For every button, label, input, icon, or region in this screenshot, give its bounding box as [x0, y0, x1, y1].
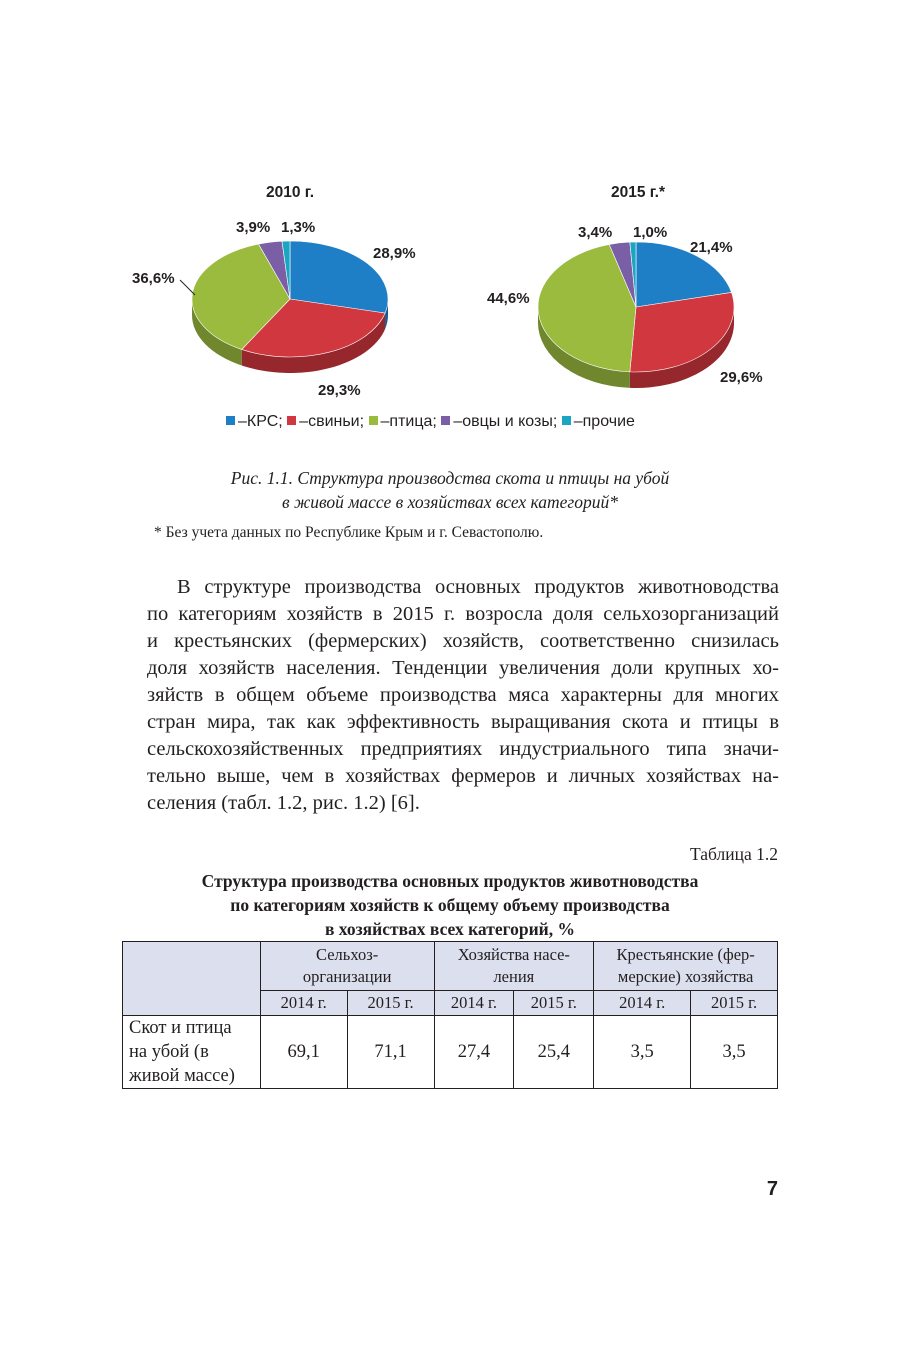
group-header-line: ления [493, 967, 535, 986]
data-table [122, 941, 778, 1089]
group-header-line: Хозяйства насе- [457, 945, 570, 964]
pie-2010-label-pigs: 29,3% [318, 382, 361, 399]
pie-2015-label-other: 1,0% [633, 224, 668, 241]
body-line: зяйств в общем объеме производства мяса характерны для многих [147, 684, 779, 706]
row-label-line: Скот и птица [129, 1018, 232, 1038]
table-header-row [123, 942, 778, 991]
body-line: сельскохозяйственных предприятиях индустриального типа значи- [147, 738, 779, 760]
body-line: по категориям хозяйств в 2015 г. возросла доля сельхозорганизаций [147, 603, 779, 625]
pie-2010-label-sheep: 3,9% [236, 219, 271, 236]
pie-2010-leader-poultry [180, 280, 195, 295]
table-title-line-3: в хозяйствах всех категорий, % [324, 919, 575, 939]
table-year-header: 2015 г. [514, 991, 594, 1016]
legend-swatch-poultry [369, 416, 378, 425]
body-line: тельно выше, чем в хозяйствах фермеров и личных хозяйствах на- [147, 765, 779, 787]
legend-swatch-krs [226, 416, 235, 425]
group-header-line: Крестьянские (фер- [616, 945, 755, 964]
pie-chart-2015 [538, 242, 734, 388]
table-year-header: 2015 г. [347, 991, 434, 1016]
legend-label-krs: –КРС; [238, 413, 283, 430]
group-header-line: Сельхоз- [316, 945, 379, 964]
table-title-line-1: Структура производства основных продуктов животноводства [201, 871, 699, 891]
figure-footnote: * Без учета данных по Республике Крым и г. Севастополю. [154, 524, 544, 541]
legend-label-poultry: –птица; [380, 413, 437, 430]
chart-2015-title: 2015 г.* [610, 184, 666, 201]
table-cell: 69,1 [260, 1016, 347, 1089]
table-cell: 3,5 [594, 1016, 691, 1089]
chart-2010-title: 2010 г. [266, 184, 314, 201]
pie-2015-label-krs: 21,4% [690, 239, 733, 256]
table-year-header: 2014 г. [594, 991, 691, 1016]
legend-item-poultry [369, 413, 437, 431]
table-group-header [594, 942, 778, 991]
table-year-header: 2015 г. [691, 991, 778, 1016]
chart-legend [226, 413, 635, 431]
table-cell: 27,4 [434, 1016, 514, 1089]
legend-item-other [562, 413, 635, 431]
table-group-header [260, 942, 434, 991]
body-line: В структуре производства основных продуктов животноводства [177, 576, 779, 598]
legend-swatch-other [562, 416, 571, 425]
group-header-line: мерские) хозяйства [617, 967, 754, 986]
table-title [0, 869, 900, 941]
table-corner-cell [123, 942, 261, 1016]
pie-chart-2010 [192, 241, 388, 373]
table-cell: 3,5 [691, 1016, 778, 1089]
legend-label-sheep: –овцы и козы; [453, 413, 558, 430]
figure-caption-line-1: Рис. 1.1. Структура производства скота и птицы на убой [230, 468, 670, 488]
body-line: и крестьянских (фермерских) хозяйств, соответственно снизилась [147, 630, 779, 652]
table-row-label [123, 1016, 261, 1089]
legend-label-other: –прочие [573, 413, 635, 430]
table-cell: 71,1 [347, 1016, 434, 1089]
row-label-line: живой массе) [129, 1066, 235, 1086]
table-row [123, 1016, 778, 1089]
legend-swatch-sheep [441, 416, 450, 425]
body-line: селения (табл. 1.2, рис. 1.2) [6]. [147, 792, 420, 814]
legend-item-krs [226, 413, 283, 431]
legend-item-sheep [441, 413, 557, 431]
figure-caption-line-2: в живой массе в хозяйствах всех категорий* [282, 492, 618, 512]
table-group-header [434, 942, 594, 991]
pie-2015-label-poultry: 44,6% [487, 290, 530, 307]
pie-2010-label-poultry: 36,6% [132, 270, 175, 287]
pie-charts-figure [0, 170, 900, 450]
row-label-line: на убой (в [129, 1042, 209, 1062]
body-paragraph [147, 574, 779, 817]
legend-label-pigs: –свиньи; [299, 413, 365, 430]
legend-swatch-pigs [287, 416, 296, 425]
group-header-line: организации [302, 967, 392, 986]
pie-2010-label-other: 1,3% [281, 219, 316, 236]
pie-2010-label-krs: 28,9% [373, 245, 416, 262]
body-line: стран мира, так как эффективность выращивания скота и птицы в [147, 711, 779, 733]
pie-2015-label-sheep: 3,4% [578, 224, 613, 241]
table-year-header: 2014 г. [434, 991, 514, 1016]
pie-2015-label-pigs: 29,6% [720, 369, 763, 386]
legend-item-pigs [287, 413, 364, 431]
body-line: доля хозяйств населения. Тенденции увеличения доли крупных хо- [147, 657, 779, 679]
table-title-line-2: по категориям хозяйств к общему объему производства [230, 895, 670, 915]
page-number: 7 [766, 1178, 778, 1200]
table-year-header: 2014 г. [260, 991, 347, 1016]
table-cell: 25,4 [514, 1016, 594, 1089]
figure-caption [0, 466, 900, 514]
table-label: Таблица 1.2 [690, 844, 778, 864]
